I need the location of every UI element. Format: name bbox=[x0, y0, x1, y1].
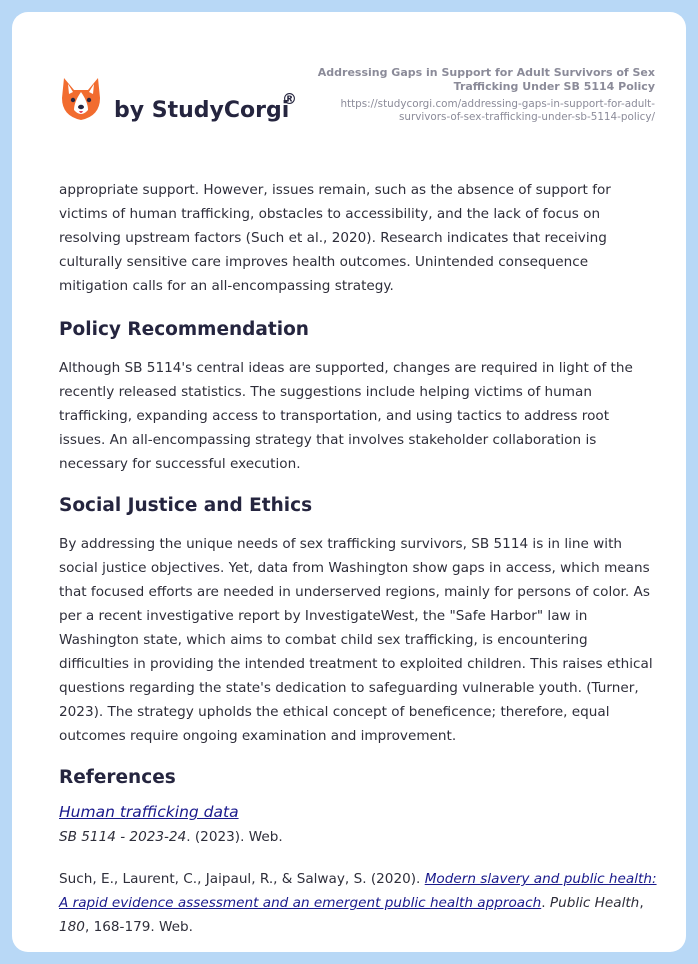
reference-authors: Such, E., Laurent, C., Jaipaul, R., & Salway, S. (2020). bbox=[59, 871, 425, 887]
reference-journal: Public Health bbox=[549, 895, 640, 911]
reference-link[interactable]: Human trafficking data bbox=[59, 803, 239, 821]
social-justice-paragraph: By addressing the unique needs of sex trafficking survivors, SB 5114 is in line with social justice objectives. Yet, data from Washington show gaps in access, which means that focused efforts are needed in underserved regions, mainly for persons of color. As per a recent investigative report by InvestigateWest, the "Safe Harbor" law in Washington state, which aims to combat child sex trafficking, is encountering difficulties in providing the intended treatment to exploited children. This raises ethical questions regarding the state's dedication to safeguarding vulnerable youth. (Turner, 2023). The strategy upholds the ethical concept of beneficence; therefore, equal outcomes require ongoing examination and improvement. bbox=[59, 536, 653, 744]
reference-entry bbox=[59, 867, 659, 939]
reference-link[interactable]: Modern slavery and public health: A rapid evidence assessment and an emergent public health approach bbox=[59, 871, 657, 911]
reference-separator: . bbox=[541, 895, 550, 911]
reference-volume: 180 bbox=[59, 919, 85, 935]
reference-tail: , 168-179. Web. bbox=[84, 919, 193, 935]
reference-tail: . (2023). Web. bbox=[186, 829, 283, 845]
reference-source: SB 5114 - 2023-24 bbox=[59, 829, 187, 845]
document-page bbox=[12, 12, 686, 952]
policy-recommendation-heading: Policy Recommendation bbox=[59, 319, 309, 340]
references-heading: References bbox=[59, 767, 176, 788]
registered-mark: ® bbox=[282, 90, 297, 108]
reference-entry bbox=[59, 800, 659, 849]
document-body bbox=[59, 178, 659, 939]
corgi-logo-icon bbox=[60, 76, 102, 122]
studycorgi-logo[interactable] bbox=[60, 76, 310, 138]
document-url[interactable]: https://studycorgi.com/addressing-gaps-in-support-for-adult-survivors-of-sex-trafficking-under-sb-5114-policy/ bbox=[340, 98, 655, 123]
policy-paragraph: Although SB 5114's central ideas are supported, changes are required in light of the recently released statistics. The suggestions include helping victims of human trafficking, expanding access to transportation, and using tactics to address root issues. An all-encompassing strategy that involves stakeholder collaboration is necessary for successful execution. bbox=[59, 360, 633, 472]
document-title: Addressing Gaps in Support for Adult Survivors of Sex Trafficking Under SB 5114 Policy bbox=[317, 66, 655, 93]
social-justice-heading: Social Justice and Ethics bbox=[59, 495, 313, 516]
document-meta bbox=[295, 66, 655, 124]
brand-name: by StudyCorgi bbox=[114, 98, 290, 123]
intro-paragraph: appropriate support. However, issues remain, such as the absence of support for victims of human trafficking, obstacles to accessibility, and the lack of focus on resolving upstream factors (Such et al., 2020). Research indicates that receiving culturally sensitive care improves health outcomes. Unintended consequence mitigation calls for an all-encompassing strategy. bbox=[59, 182, 611, 294]
reference-separator: , bbox=[639, 895, 644, 911]
